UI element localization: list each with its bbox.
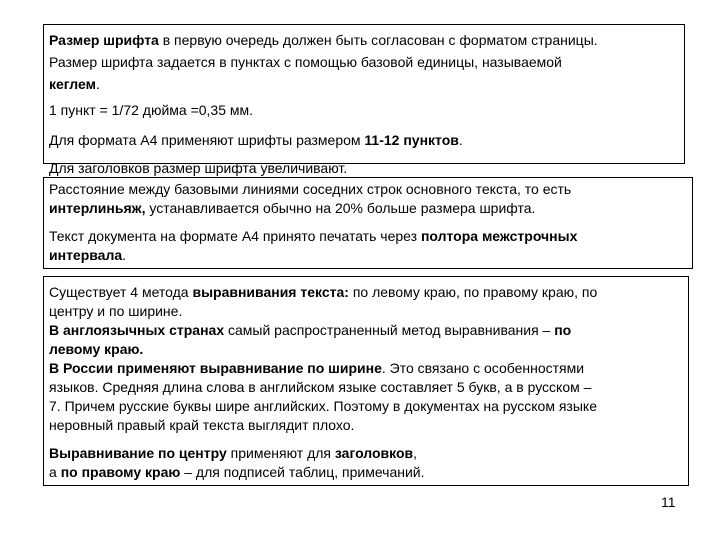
paragraph-line: интервала. (49, 247, 127, 263)
paragraph-line: В англоязычных странах самый распространенный метод выравнивания – по (49, 322, 572, 338)
paragraph-line: В России применяют выравнивание по ширине. Это связано с особенностями (49, 360, 585, 376)
paragraph-line: интерлиньяж, устанавливается обычно на 20% больше размера шрифта. (49, 200, 536, 216)
paragraph-line: Размер шрифта задается в пунктах с помощью базовой единицы, называемой (49, 54, 562, 70)
paragraph-line: Текст документа на формате А4 принято печатать через полтора межстрочных (49, 228, 578, 244)
paragraph-line: Выравнивание по центру применяют для заголовков, (49, 445, 418, 461)
paragraph-line: Расстояние между базовыми линиями соседних строк основного текста, то есть (49, 181, 572, 197)
paragraph-line: Существует 4 метода выравнивания текста: по левому краю, по правому краю, по (49, 284, 598, 300)
paragraph-line: неровный правый край текста выглядит плохо. (49, 417, 355, 433)
page-number: 11 (661, 494, 676, 510)
paragraph-line: а по правому краю – для подписей таблиц, примечаний. (49, 464, 425, 480)
paragraph-line: 7. Причем русские буквы шире английских. Поэтому в документах на русском языке (49, 398, 597, 414)
paragraph-line: 1 пункт = 1/72 дюйма =0,35 мм. (49, 102, 254, 118)
paragraph-line: кеглем. (49, 76, 100, 92)
paragraph-line: левому краю. (49, 341, 144, 357)
paragraph-line: Для заголовков размер шрифта увеличивают. (49, 160, 348, 176)
paragraph-line: языков. Средняя длина слова в английском языке составляет 5 букв, а в русском – (49, 379, 592, 395)
paragraph-line: центру и по ширине. (49, 303, 183, 319)
paragraph-line: Размер шрифта в первую очередь должен быть согласован с форматом страницы. (49, 32, 598, 48)
paragraph-line: Для формата А4 применяют шрифты размером 11-12 пунктов. (49, 132, 463, 148)
